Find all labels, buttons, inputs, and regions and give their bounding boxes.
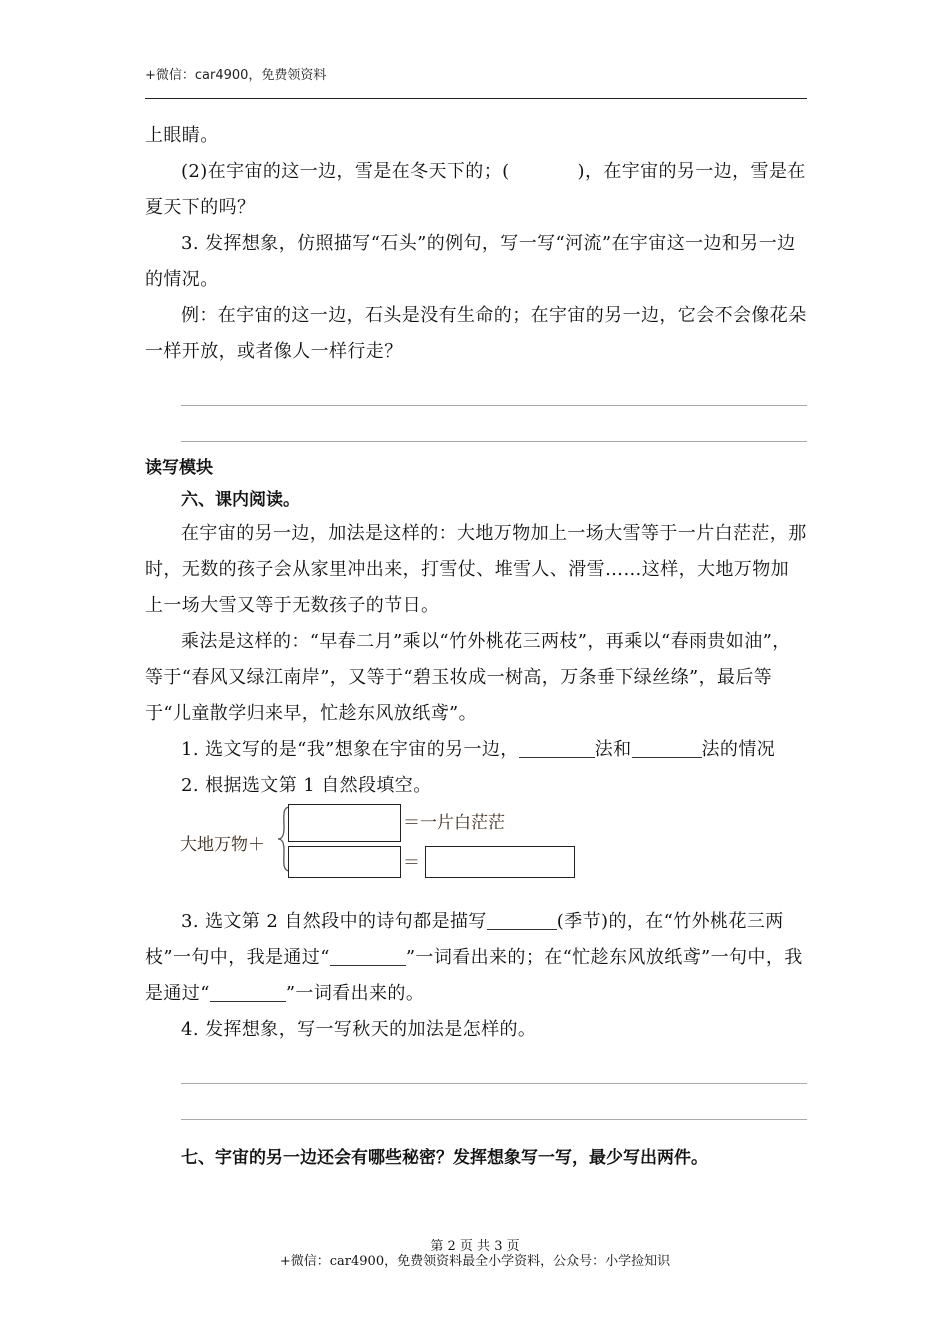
reading-question-2: 2. 根据选文第 1 自然段填空。: [181, 775, 432, 796]
question-2-2-text-a: (2)在宇宙的这一边，雪是在冬天下的；(: [181, 161, 510, 182]
answer-line[interactable]: [181, 406, 807, 442]
answer-blank[interactable]: [210, 981, 286, 1002]
question-text: 1. 选文写的是“我”想象在宇宙的另一边，: [181, 739, 519, 760]
reading-question-3: [145, 904, 807, 1012]
reading-question-4: 4. 发挥想象，写一写秋天的加法是怎样的。: [181, 1019, 537, 1040]
answer-blank[interactable]: [632, 737, 702, 758]
question-2-2-text-b: )，在宇宙的另一边，雪是在夏天下的吗？: [145, 161, 806, 218]
page-header: +微信：car4900，免费领资料: [145, 68, 327, 83]
answer-box[interactable]: [288, 804, 401, 842]
question-text: 法的情况: [701, 739, 776, 760]
header-divider: [145, 98, 807, 99]
part-6-title: 六、课内阅读。: [181, 490, 300, 510]
answer-box[interactable]: [288, 846, 401, 878]
equals-result: [403, 808, 505, 833]
equals-sign: ＝: [403, 853, 420, 873]
answer-blank[interactable]: [519, 737, 595, 758]
answer-blank[interactable]: [330, 945, 406, 966]
question-text: 3. 选文第 2 自然段中的诗句都是描写: [181, 911, 487, 932]
page-number: 第 2 页 共 3 页: [430, 1239, 520, 1254]
question-text: 法和: [594, 739, 632, 760]
passage-paragraph-2: 乘法是这样的：“早春二月”乘以“竹外桃花三两枝”，再乘以“春雨贵如油”，等于“春风又绿江南岸”，又等于“碧玉妆成一树高，万条垂下绿丝绦”，最后等于“儿童散学归来早，忙趁东风放纸鸢”。: [145, 631, 791, 724]
fill-in-diagram: [145, 804, 807, 904]
reading-question-1: [145, 732, 807, 768]
answer-box[interactable]: [425, 846, 575, 878]
page-footer: +微信：car4900，免费领资料最全小学资料，公众号：小学捡知识: [279, 1254, 671, 1269]
diagram-label: 大地万物＋: [180, 835, 265, 855]
example-sentence: 例：在宇宙的这一边，石头是没有生命的；在宇宙的另一边，它会不会像花朵一样开放，或者像人一样行走？: [145, 305, 807, 362]
answer-line[interactable]: [181, 370, 807, 406]
question-3: 3. 发挥想象，仿照描写“石头”的例句，写一写“河流”在宇宙这一边和另一边的情况。: [145, 233, 796, 290]
equals-sign: ＝: [403, 813, 420, 833]
question-text: ”一词看出来的。: [285, 983, 425, 1004]
answer-line[interactable]: [181, 1084, 807, 1120]
part-7-title: 七、宇宙的另一边还会有哪些秘密？发挥想象写一写，最少写出两件。: [181, 1148, 708, 1168]
answer-blank[interactable]: [487, 909, 557, 930]
worksheet-content: [145, 118, 807, 1174]
question-text: (季节)的，在“竹外桃花三两枝”一句中，我是通过“: [145, 911, 784, 968]
result-text: 一片白茫茫: [420, 813, 505, 833]
question-2-2: [145, 154, 807, 226]
text-line: 上眼睛。: [145, 125, 219, 146]
answer-line[interactable]: [181, 1048, 807, 1084]
passage-paragraph-1: 在宇宙的另一边，加法是这样的：大地万物加上一场大雪等于一片白茫茫，那时，无数的孩子会从家里冲出来，打雪仗、堆雪人、滑雪……这样，大地万物加上一场大雪又等于无数孩子的节日。: [145, 523, 807, 616]
question-text: ”一词看出来的；在“忙趁东风放纸鸢”一句中，我是通过“: [145, 947, 803, 1004]
section-title: 读写模块: [145, 458, 213, 478]
